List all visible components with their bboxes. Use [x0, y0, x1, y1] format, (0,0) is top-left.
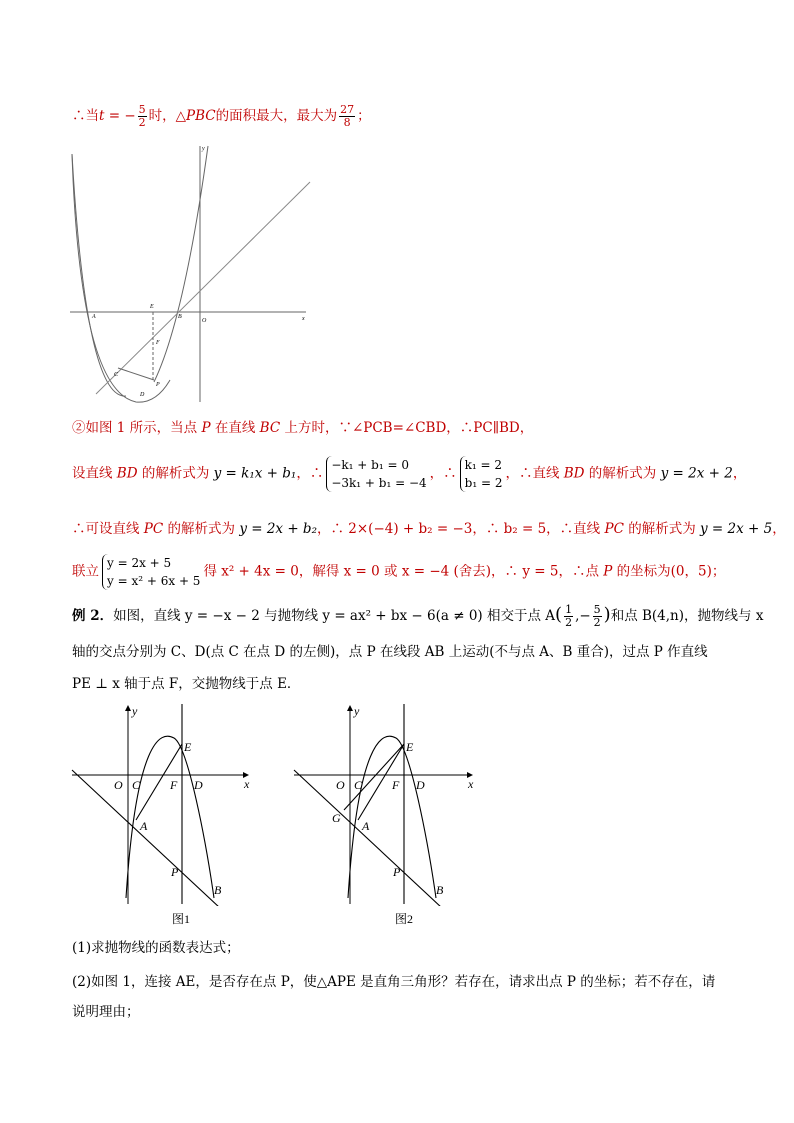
label-a: A — [140, 819, 148, 833]
text: 的解析式为 — [137, 465, 214, 482]
text: 的解析式为 — [623, 521, 700, 537]
denominator: 2 — [138, 116, 146, 129]
label-x: x — [468, 777, 474, 791]
text: ， — [732, 465, 747, 482]
denominator: 8 — [343, 116, 351, 129]
label-d: D — [140, 392, 145, 398]
paren-open: ( — [555, 604, 563, 625]
var-t: t — [99, 108, 105, 124]
parabola-left — [72, 154, 170, 402]
triangle-label: △PBC — [175, 108, 216, 124]
equation-system — [460, 456, 503, 492]
var-bd: BD — [116, 465, 138, 482]
text: ，∴ — [429, 465, 457, 482]
solution-line-max-area — [72, 104, 371, 129]
label-f: F — [156, 340, 160, 346]
equation: b₁ = 2 — [464, 476, 503, 490]
label-g: G — [332, 811, 341, 825]
example2-line1 — [72, 604, 763, 629]
numerator: 5 — [138, 103, 146, 116]
question-2-line2: 说明理由； — [72, 1004, 140, 1020]
label-o: O — [336, 778, 345, 792]
text: ②如图 1 所示，当点 — [72, 420, 202, 436]
text: = − — [104, 108, 136, 124]
text: 时， — [148, 108, 176, 124]
fraction — [138, 104, 147, 129]
equation: y = k₁x + b₁ — [213, 465, 297, 482]
label-f: F — [170, 778, 178, 792]
equation: y = 2x + 5 — [107, 556, 172, 570]
label-d: D — [194, 778, 203, 792]
label-y: y — [354, 704, 360, 718]
equation: −k₁ + b₁ = 0 — [331, 458, 409, 472]
solution-case-2 — [72, 418, 533, 438]
question-2-line1: (2)如图 1，连接 AE，是否存在点 P，使△APE 是直角三角形？若存在，请求出点 P 的坐标；若不存在，请 — [72, 974, 716, 990]
label-y: y — [202, 146, 205, 152]
text: 的解析式为 — [163, 521, 240, 537]
example2-line2 — [72, 642, 708, 662]
var-p: P — [603, 563, 613, 580]
text: 得 x² + 4x = 0，解得 x = 0 或 x = −4 (舍去)，∴ y = 5，∴点 — [203, 563, 604, 580]
label-a: A — [362, 819, 370, 833]
label-b: B — [436, 883, 444, 897]
text: 联立 — [72, 563, 99, 580]
text: 的解析式为 — [584, 465, 661, 482]
text: 上方时，∵∠PCB=∠CBD，∴PC∥BD， — [280, 420, 534, 436]
label-c: C — [354, 778, 363, 792]
line-bd — [96, 182, 310, 394]
text: ， — [772, 521, 786, 537]
equation: y = 2x + 2 — [660, 465, 733, 482]
denominator: 2 — [593, 616, 601, 629]
numerator: 1 — [565, 603, 573, 616]
text: 在直线 — [210, 420, 260, 436]
example-label: 例 2． — [72, 608, 114, 624]
example2-line3 — [72, 674, 300, 694]
fraction — [339, 104, 355, 129]
text: 和点 B(4,n)，抛物线与 x — [610, 608, 764, 624]
label-p: P — [171, 865, 179, 879]
equation-system — [326, 456, 426, 492]
text: 的面积最大，最大为 — [215, 108, 338, 124]
var-pc: PC — [604, 521, 624, 537]
parabola — [348, 736, 436, 898]
text: ,− — [575, 608, 591, 624]
label-e: E — [406, 740, 414, 754]
line-cp — [118, 368, 154, 380]
label-c: C — [132, 778, 141, 792]
label-f: F — [392, 778, 400, 792]
var-bc: BC — [259, 420, 281, 436]
label-b: B — [178, 314, 182, 320]
label-y: y — [132, 704, 138, 718]
solution-bd-line — [72, 456, 746, 492]
line-ge — [344, 744, 404, 810]
fraction — [593, 604, 602, 629]
label-c: C — [114, 372, 119, 378]
label-x: x — [302, 316, 305, 322]
text: ∴可设直线 — [72, 521, 144, 537]
var-bd: BD — [563, 465, 585, 482]
label-p: P — [393, 865, 401, 879]
paren-close: ) — [603, 604, 611, 625]
figure-2 — [292, 702, 492, 906]
text: 轴的交点分别为 C、D(点 C 在点 D 的左侧)，点 P 在线段 AB 上运动(不与点 A、B 重合)，过点 P 作直线 — [72, 644, 708, 660]
label-b: B — [214, 883, 222, 897]
denominator: 2 — [565, 616, 573, 629]
text: ，∴ 2×(−4) + b₂ = −3，∴ b₂ = 5，∴直线 — [316, 521, 605, 537]
text: 的坐标为(0，5)； — [612, 563, 726, 580]
equation: y = x² + 6x + 5 — [107, 574, 201, 588]
label-e: E — [184, 740, 192, 754]
text: 设直线 — [72, 465, 117, 482]
fraction — [564, 604, 573, 629]
label-d: D — [416, 778, 425, 792]
parabola-curve — [72, 154, 126, 396]
text: ∴当 — [72, 108, 99, 124]
numerator: 5 — [593, 603, 601, 616]
text: ，∴ — [296, 465, 324, 482]
text: PE ⊥ x 轴于点 F，交抛物线于点 E． — [72, 676, 301, 692]
parabola-graph-1 — [66, 140, 316, 404]
equation: k₁ = 2 — [464, 458, 503, 472]
solution-pc-line — [72, 519, 786, 539]
equation: y = 2x + 5 — [700, 521, 773, 537]
text: ； — [357, 108, 371, 124]
var-pc: PC — [143, 521, 164, 537]
label-x: x — [244, 777, 250, 791]
label-o: O — [202, 318, 207, 324]
caption-figure-2: 图2 — [395, 912, 414, 926]
numerator: 27 — [340, 103, 355, 116]
parabola — [126, 736, 214, 898]
label-p: P — [156, 382, 160, 388]
equation: y = 2x + b₂ — [239, 521, 317, 537]
label-e: E — [150, 304, 154, 310]
var-p: P — [201, 420, 211, 436]
label-a: A — [92, 314, 96, 320]
text: 如图，直线 y = −x − 2 与抛物线 y = ax² + bx − 6(a ≠ 0) 相交于点 A — [113, 608, 556, 624]
text: ，∴直线 — [505, 465, 564, 482]
figure-1 — [70, 702, 260, 906]
caption-figure-1: 图1 — [172, 912, 191, 926]
equation-system — [102, 554, 200, 590]
question-1: (1)求抛物线的函数表达式； — [72, 940, 240, 956]
label-o: O — [114, 778, 123, 792]
equation: −3k₁ + b₁ = −4 — [331, 476, 427, 490]
solution-point-p — [72, 554, 725, 590]
